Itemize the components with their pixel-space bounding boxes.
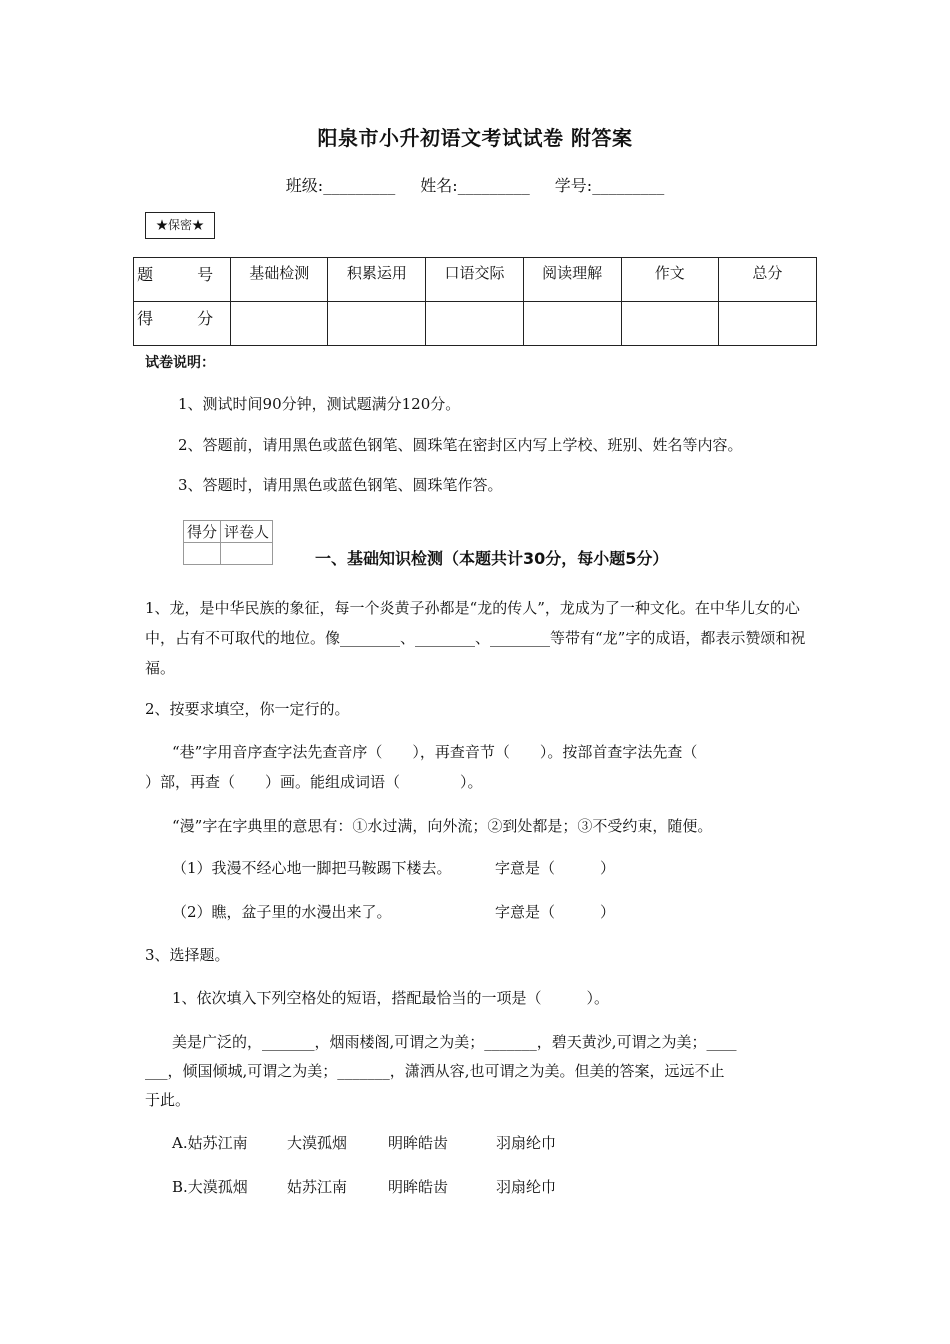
option-b-label[interactable]: B.大漠孤烟 <box>172 1178 248 1196</box>
score-input-cell[interactable] <box>426 302 523 346</box>
option-b-item: 明眸皓齿 <box>388 1178 449 1196</box>
question-2-line: “漫”字在字典里的意思有：①水过满，向外流；②到处都是；③不受约束，随便。 <box>172 817 713 835</box>
score-table-cell: 口语交际 <box>426 258 523 302</box>
score-table-cell: 作文 <box>621 258 718 302</box>
grader-name-label: 评卷人 <box>221 521 273 543</box>
instructions-title: 试卷说明： <box>145 355 215 371</box>
option-a-item: 大漠孤烟 <box>287 1134 348 1152</box>
question-2-sentence: （1）我漫不经心地一脚把马鞍踢下楼去。 <box>172 859 452 877</box>
score-table-header-row <box>134 258 817 302</box>
question-2-answer: 字意是（ ） <box>495 859 616 877</box>
score-table-cell: 积累运用 <box>328 258 426 302</box>
class-field[interactable]: 班级:_________ <box>285 176 396 195</box>
question-2-answer: 字意是（ ） <box>495 903 616 921</box>
instruction-item: 1、测试时间90分钟，测试题满分120分。 <box>178 395 461 413</box>
grader-table <box>183 520 273 565</box>
option-a-label[interactable]: A.姑苏江南 <box>172 1134 248 1152</box>
score-table <box>133 257 817 346</box>
score-table-cell: 阅读理解 <box>523 258 621 302</box>
option-b-item: 姑苏江南 <box>287 1178 348 1196</box>
page-title: 阳泉市小升初语文考试试卷 附答案 <box>317 126 633 150</box>
question-2-line: ）部，再查（ ）画。能组成词语（ ）。 <box>145 773 483 791</box>
question-2-line: “巷”字用音序查字法先查音序（ ），再查音节（ ）。按部首查字法先查（ <box>172 743 698 761</box>
score-input-cell[interactable] <box>231 302 328 346</box>
option-a-item: 羽扇纶巾 <box>496 1134 557 1152</box>
score-table-cell: 基础检测 <box>231 258 328 302</box>
question-3-stem: 3、选择题。 <box>145 946 230 964</box>
instruction-item: 2、答题前，请用黑色或蓝色钢笔、圆珠笔在密封区内写上学校、班别、姓名等内容。 <box>178 436 743 454</box>
question-2-stem: 2、按要求填空，你一定行的。 <box>145 700 350 718</box>
question-2-sentence: （2）瞧，盆子里的水漫出来了。 <box>172 903 392 921</box>
score-input-cell[interactable] <box>718 302 816 346</box>
grader-name-cell[interactable] <box>221 543 273 565</box>
question-1: 1、龙，是中华民族的象征，每一个炎黄子孙都是“龙的传人”，龙成为了一种文化。在中华儿女的心中，占有不可取代的地位。像________、________、________等带有“龙”字的成语，都表示赞颂和祝福。 <box>145 599 806 677</box>
confidential-badge: ★保密★ <box>145 212 215 239</box>
instruction-item: 3、答题时，请用黑色或蓝色钢笔、圆珠笔作答。 <box>178 476 503 494</box>
option-a-item: 明眸皓齿 <box>388 1134 449 1152</box>
passage-line: 于此。 <box>145 1091 191 1109</box>
section-title: 一、基础知识检测（本题共计30分，每小题5分） <box>315 549 669 568</box>
grader-score-cell[interactable] <box>184 543 221 565</box>
score-table-cell: 题 号 <box>134 258 231 302</box>
student-info-line <box>0 173 950 196</box>
question-3-sub: 1、依次填入下列空格处的短语，搭配最恰当的一项是（ ）。 <box>172 989 610 1007</box>
score-input-cell[interactable] <box>523 302 621 346</box>
passage-line: ___，倾国倾城,可谓之为美；_______，潇洒从容,也可谓之为美。但美的答案，远远不止 <box>145 1062 725 1080</box>
passage-line: 美是广泛的，_______，烟雨楼阁,可谓之为美；_______，碧天黄沙,可谓之为美；____ <box>172 1033 737 1051</box>
option-b-item: 羽扇纶巾 <box>496 1178 557 1196</box>
score-row-label: 得 分 <box>134 302 231 346</box>
score-input-cell[interactable] <box>328 302 426 346</box>
score-input-cell[interactable] <box>621 302 718 346</box>
grader-score-label: 得分 <box>184 521 221 543</box>
score-table-cell: 总分 <box>718 258 816 302</box>
student-id-field[interactable]: 学号:_________ <box>554 176 665 195</box>
name-field[interactable]: 姓名:_________ <box>420 176 530 195</box>
score-table-score-row <box>134 302 817 346</box>
